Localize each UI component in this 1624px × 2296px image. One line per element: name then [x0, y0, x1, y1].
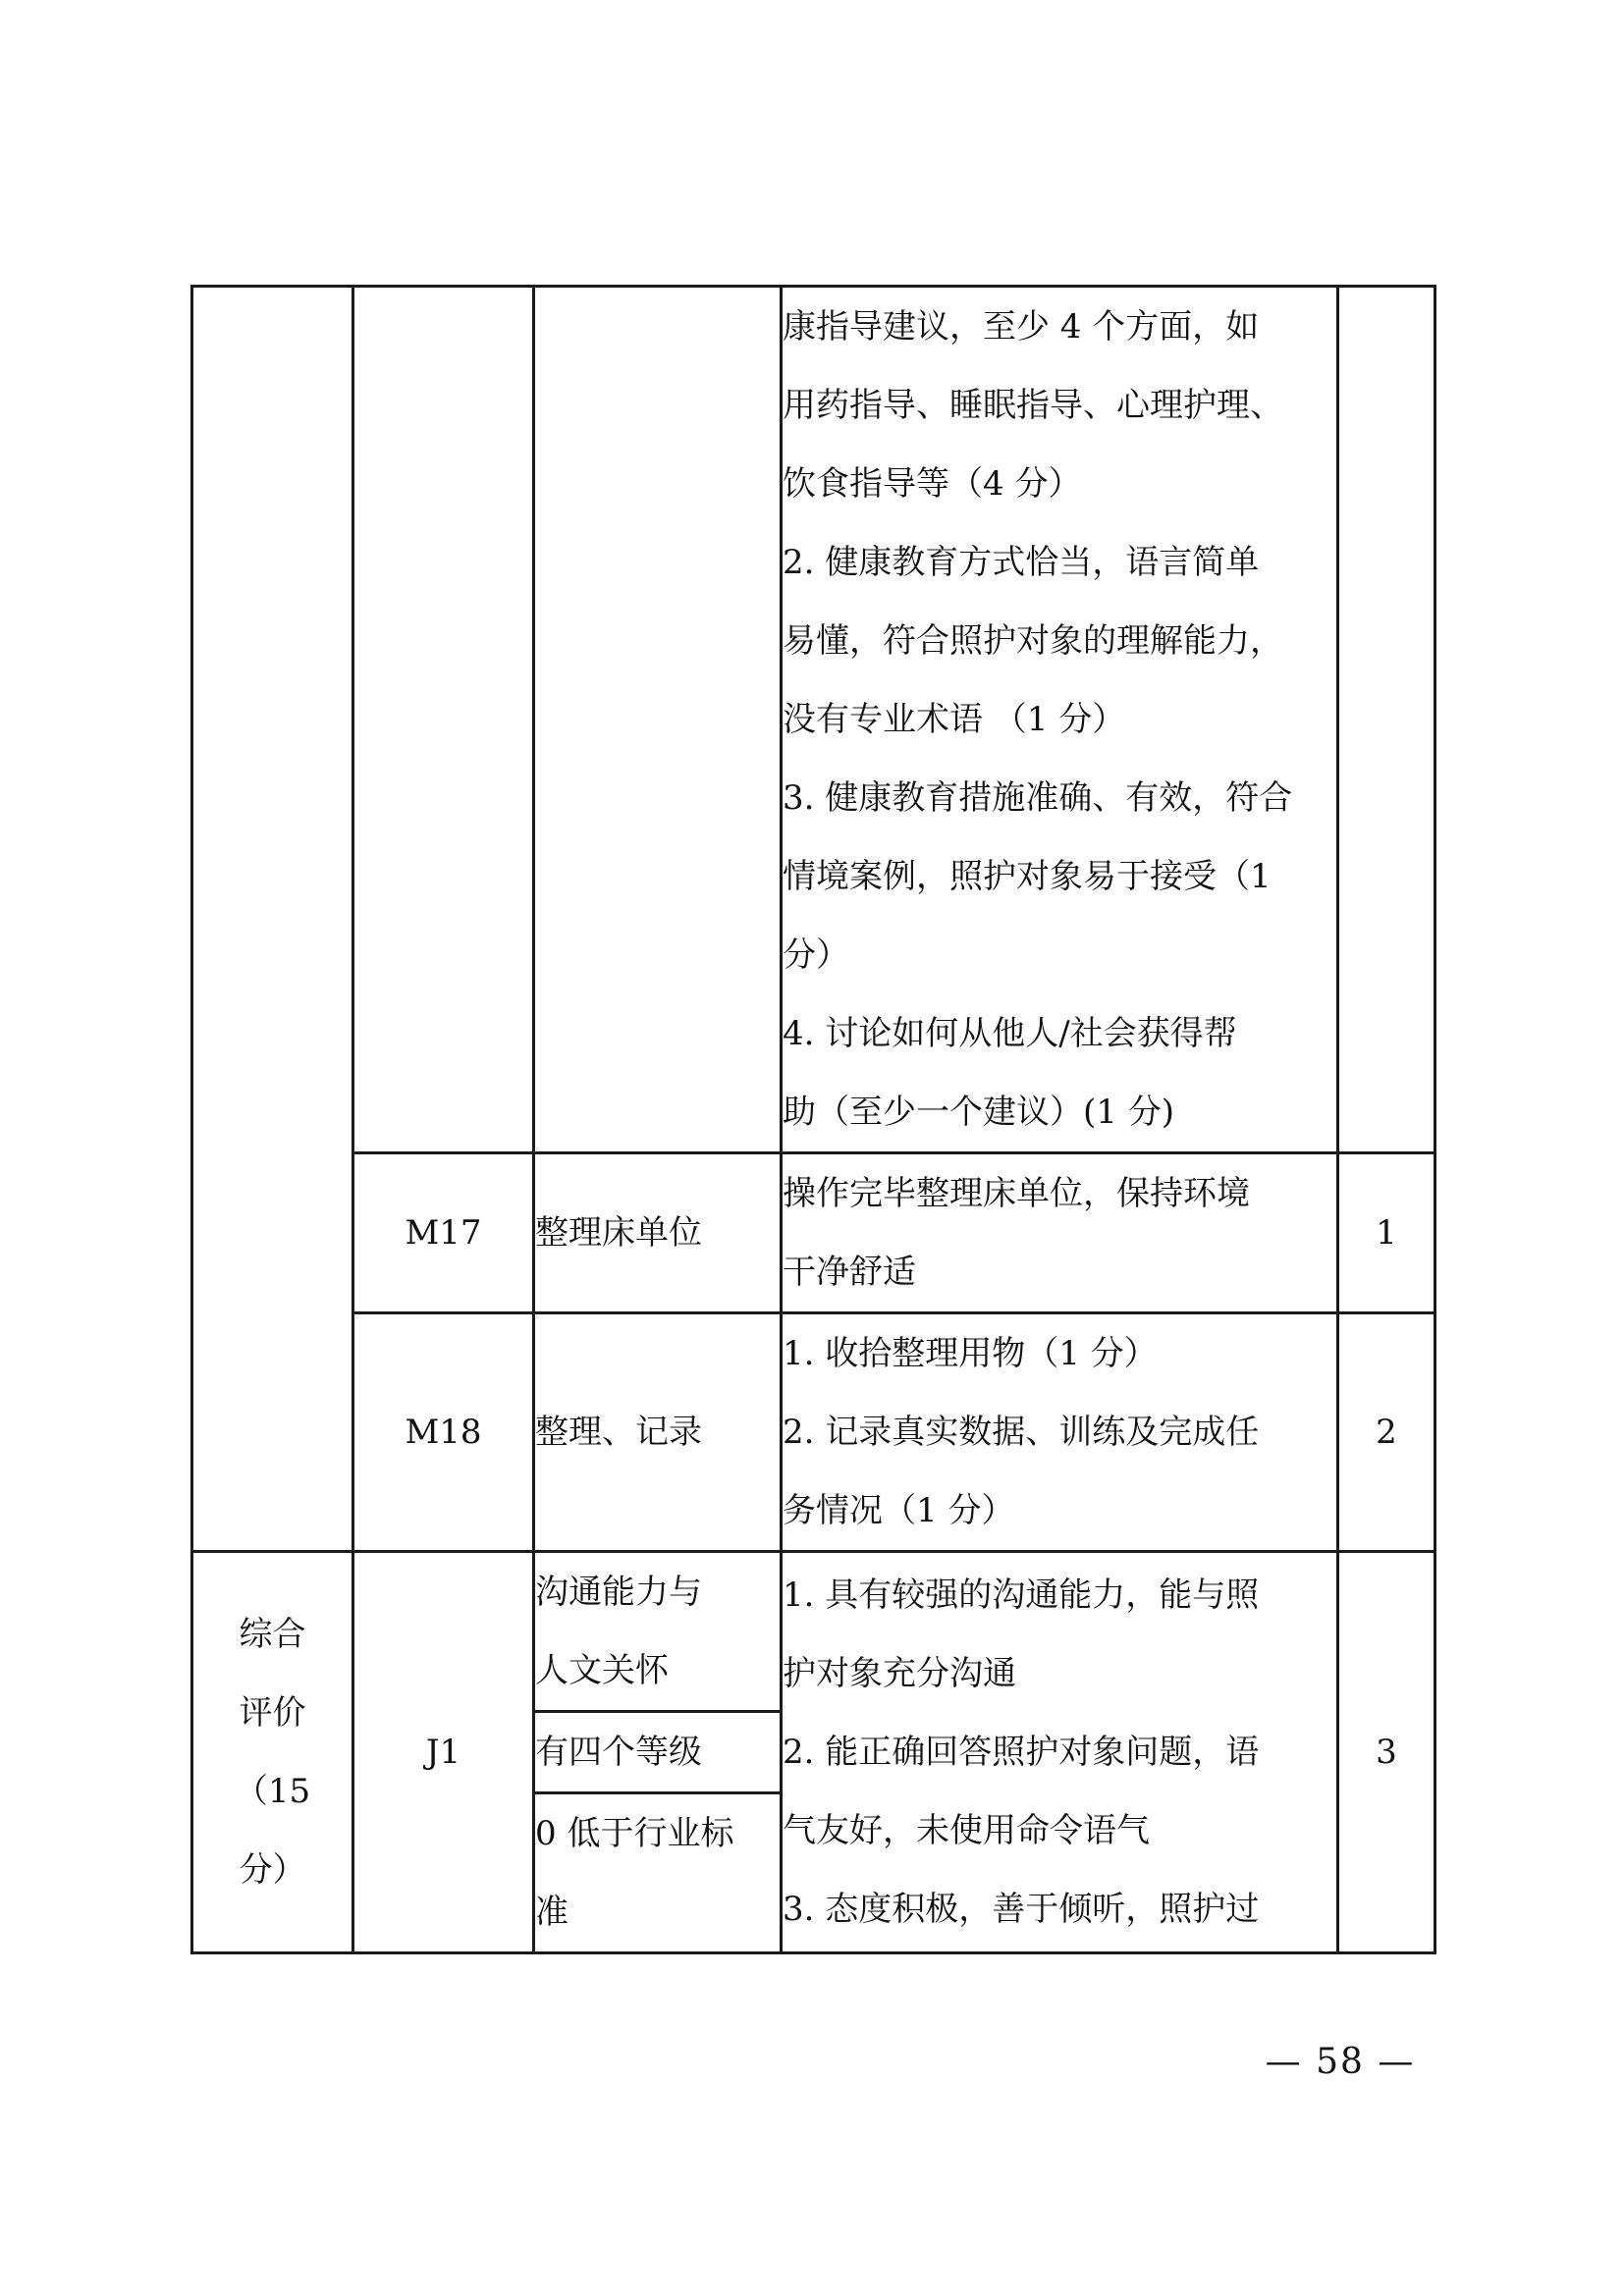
description-cell: [782, 1552, 1338, 1953]
description-line: 2. 记录真实数据、训练及完成任: [783, 1413, 1260, 1452]
description-line: 助（至少一个建议）(1 分): [783, 1093, 1174, 1132]
name-cell-empty: [534, 287, 782, 1153]
item-name: 整理床单位: [534, 1153, 782, 1313]
table-row: [192, 287, 1435, 1153]
description-line: 饮食指导等（4 分）: [783, 464, 1082, 504]
description-line: 3. 态度积极，善于倾听，照护过: [783, 1890, 1260, 1929]
description-cell: [782, 287, 1338, 1153]
item-name: 整理、记录: [534, 1313, 782, 1552]
item-code: M17: [353, 1153, 534, 1313]
scoring-table: [190, 285, 1436, 1954]
description-line: 分）: [783, 935, 849, 975]
description-line: 干净舒适: [783, 1253, 916, 1292]
description-cell: [782, 1313, 1338, 1552]
item-name-line: 沟通能力与: [535, 1573, 702, 1612]
description-line: 护对象充分沟通: [783, 1654, 1016, 1693]
description-line: 务情况（1 分）: [783, 1491, 1015, 1530]
table-row: [192, 1552, 1435, 1712]
description-line: 用药指导、睡眠指导、心理护理、: [783, 386, 1283, 425]
description-line: 气友好，未使用命令语气: [783, 1811, 1150, 1850]
description-line: 情境案例，照护对象易于接受（1: [783, 857, 1272, 896]
level-zero-line: 0 低于行业标: [535, 1814, 734, 1853]
item-code: J1: [353, 1552, 534, 1953]
group-label-line: 综合: [239, 1615, 306, 1654]
description-line: 操作完毕整理床单位，保持环境: [783, 1174, 1250, 1213]
level-zero-line: 准: [535, 1893, 568, 1932]
description-line: 3. 健康教育措施准确、有效，符合: [783, 778, 1293, 818]
group-cell-empty: [192, 287, 353, 1552]
item-score: 1: [1338, 1153, 1435, 1313]
item-name: [534, 1552, 782, 1712]
table-row: [192, 1313, 1435, 1552]
description-line: 4. 讨论如何从他人/社会获得帮: [783, 1014, 1237, 1053]
page-number: — 58 —: [1265, 2042, 1416, 2082]
table-row: [192, 1153, 1435, 1313]
description-line: 1. 具有较强的沟通能力，能与照: [783, 1575, 1260, 1615]
group-label-line: 评价: [239, 1693, 306, 1733]
item-score: 3: [1338, 1552, 1435, 1953]
group-label-line: （15: [234, 1772, 311, 1811]
score-cell-empty: [1338, 287, 1435, 1153]
item-score: 2: [1338, 1313, 1435, 1552]
item-name-line: 人文关怀: [535, 1651, 669, 1690]
group-label-line: 分）: [239, 1850, 306, 1890]
description-line: 2. 健康教育方式恰当，语言简单: [783, 543, 1260, 582]
item-code: M18: [353, 1313, 534, 1552]
description-line: 康指导建议，至少 4 个方面，如: [783, 307, 1260, 347]
description-line: 2. 能正确回答照护对象问题，语: [783, 1733, 1260, 1772]
level-zero-description: [534, 1793, 782, 1953]
description-line: 1. 收拾整理用物（1 分）: [783, 1334, 1158, 1373]
group-label-comprehensive-evaluation: [192, 1552, 353, 1953]
description-line: 易懂，符合照护对象的理解能力，: [783, 621, 1283, 661]
levels-note: 有四个等级: [534, 1712, 782, 1793]
description-line: 没有专业术语 （1 分）: [783, 700, 1126, 739]
code-cell-empty: [353, 287, 534, 1153]
description-cell: [782, 1153, 1338, 1313]
